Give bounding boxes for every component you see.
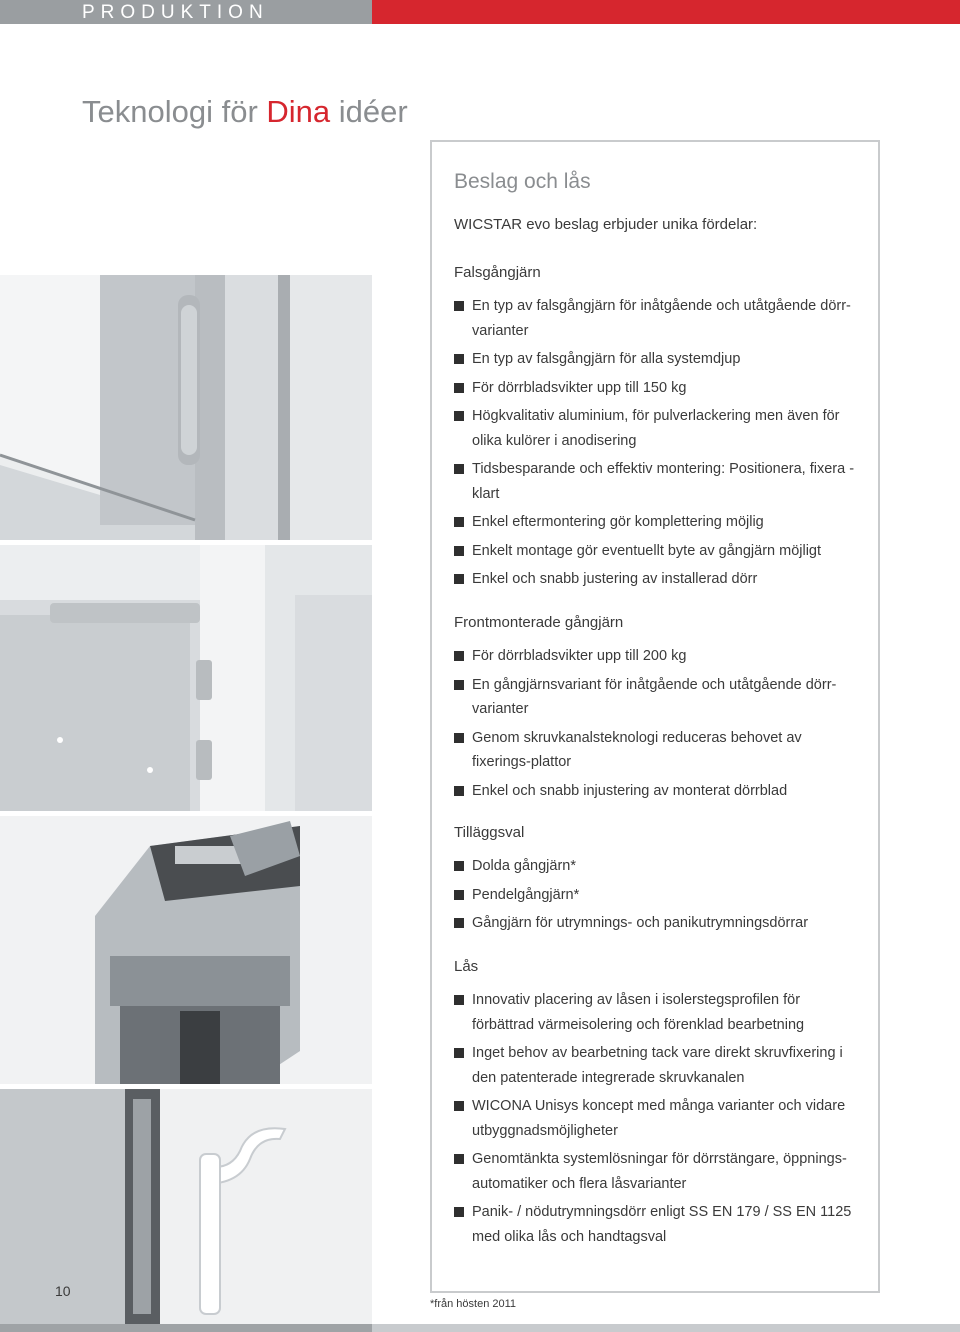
panel-intro: WICSTAR evo beslag erbjuder unika fördelar: (454, 216, 758, 233)
page-title-accent: Dina (266, 94, 331, 129)
bullet-square-icon (454, 1048, 464, 1058)
bullet-square-icon (454, 680, 464, 690)
list-item: Inget behov av bearbetning tack vare direkt skruvfixering i den patenterade integrerade skruvkanalen (454, 1041, 859, 1090)
bullet-square-icon (454, 301, 464, 311)
list-frontmonterade (454, 644, 859, 807)
bullet-square-icon (454, 1101, 464, 1111)
bullet-square-icon (454, 383, 464, 393)
bullet-square-icon (454, 651, 464, 661)
bullet-square-icon (454, 786, 464, 796)
footnote: *från hösten 2011 (430, 1298, 517, 1310)
list-item: Panik- / nödutrymningsdörr enligt SS EN 179 / SS EN 1125 med olika lås och handtagsval (454, 1200, 859, 1249)
section-label: PRODUKTION (82, 2, 269, 23)
list-item: En typ av falsgångjärn för alla systemdjup (454, 347, 859, 372)
bullet-square-icon (454, 918, 464, 928)
bullet-square-icon (454, 411, 464, 421)
bullet-square-icon (454, 890, 464, 900)
footer-band (0, 1324, 960, 1332)
list-item: För dörrbladsvikter upp till 200 kg (454, 644, 859, 669)
list-item: Tidsbesparande och effektiv montering: Positionera, fixera - klart (454, 457, 859, 506)
page-number: 10 (55, 1283, 71, 1299)
bullet-square-icon (454, 1154, 464, 1164)
list-item: Dolda gångjärn* (454, 854, 859, 879)
group-title-frontmonterade: Frontmonterade gångjärn (454, 614, 624, 631)
page-title-prefix: Teknologi för (82, 94, 267, 129)
panel-heading: Beslag och lås (454, 170, 591, 193)
list-item: Innovativ placering av låsen i isolerstegsprofilen för förbättrad värmeisolering och förenklad bearbetning (454, 988, 859, 1037)
list-item: Enkel eftermontering gör komplettering möjlig (454, 510, 859, 535)
bullet-square-icon (454, 733, 464, 743)
list-item: Enkel och snabb injustering av monterat dörrblad (454, 779, 859, 804)
page-title-suffix: idéer (330, 94, 408, 129)
list-item: Enkel och snabb justering av installerad dörr (454, 567, 859, 592)
bullet-square-icon (454, 354, 464, 364)
list-item: Genomtänkta systemlösningar för dörrstängare, öppnings-automatiker och flera låsvarianter (454, 1147, 859, 1196)
list-item: För dörrbladsvikter upp till 150 kg (454, 376, 859, 401)
list-las (454, 988, 859, 1253)
list-falsgangjarn (454, 294, 859, 596)
text-panel (430, 140, 880, 1293)
group-title-falsgangjarn: Falsgångjärn (454, 264, 541, 281)
group-title-las: Lås (454, 958, 479, 975)
bullet-square-icon (454, 995, 464, 1005)
bullet-square-icon (454, 574, 464, 584)
bullet-square-icon (454, 1207, 464, 1217)
list-item: Enkelt montage gör eventuellt byte av gångjärn möjligt (454, 539, 859, 564)
photo-hinge-closeup (0, 275, 372, 540)
list-item: Genom skruvkanalsteknologi reduceras behovet av fixerings-plattor (454, 726, 859, 775)
list-item: Pendelgångjärn* (454, 883, 859, 908)
list-item: En typ av falsgångjärn för inåtgående och utåtgående dörr-varianter (454, 294, 859, 343)
page-title (82, 92, 408, 132)
list-item: En gångjärnsvariant för inåtgående och utåtgående dörr-varianter (454, 673, 859, 722)
list-item: WICONA Unisys koncept med många varianter och vidare utbyggnadsmöjligheter (454, 1094, 859, 1143)
bullet-square-icon (454, 517, 464, 527)
group-title-tillaggsval: Tilläggsval (454, 824, 525, 841)
list-item: Gångjärn för utrymnings- och panikutrymningsdörrar (454, 911, 859, 936)
footer-band-dark (0, 1324, 372, 1332)
bullet-square-icon (454, 546, 464, 556)
photo-profile-section (0, 816, 372, 1084)
bullet-square-icon (454, 861, 464, 871)
header-band-red (372, 0, 960, 24)
bullet-square-icon (454, 464, 464, 474)
list-tillaggsval (454, 854, 859, 940)
list-item: Högkvalitativ aluminium, för pulverlackering men även för olika kulörer i anodisering (454, 404, 859, 453)
photo-door-frame (0, 545, 372, 811)
